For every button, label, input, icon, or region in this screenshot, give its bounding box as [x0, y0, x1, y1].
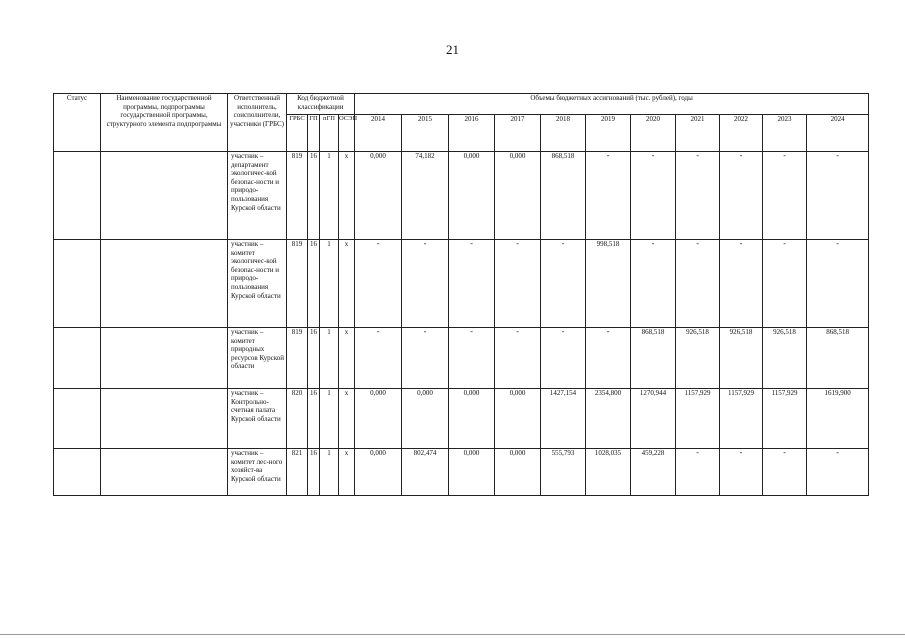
value-cell: -: [631, 240, 676, 328]
value-cell: -: [449, 240, 495, 328]
code-cell: 16: [308, 152, 320, 240]
executor-header: Ответственный исполнитель, соисполнители, участники (ГРБС): [228, 94, 287, 152]
code-cell: 820: [287, 389, 308, 449]
value-cell: 74,182: [402, 152, 449, 240]
code-cell: 1: [320, 389, 339, 449]
value-cell: 1157,929: [763, 389, 807, 449]
code-cell: 16: [308, 240, 320, 328]
code-cell: 1: [320, 449, 339, 496]
value-cell: 998,518: [586, 240, 631, 328]
value-cell: 926,518: [763, 328, 807, 389]
value-cell: 0,000: [449, 152, 495, 240]
status-header: Статус: [54, 94, 101, 152]
value-cell: 2354,800: [586, 389, 631, 449]
value-cell: -: [676, 152, 720, 240]
value-cell: 868,518: [807, 328, 869, 389]
value-cell: -: [720, 449, 763, 496]
value-cell: -: [495, 328, 541, 389]
code-cell: 1: [320, 328, 339, 389]
value-cell: 0,000: [355, 389, 402, 449]
value-cell: 1427,154: [541, 389, 586, 449]
table-row: [54, 389, 869, 449]
value-cell: -: [763, 152, 807, 240]
budget-table: [53, 93, 869, 496]
value-cell: -: [402, 240, 449, 328]
value-cell: -: [763, 449, 807, 496]
value-cell: -: [807, 240, 869, 328]
table-row: [54, 449, 869, 496]
value-cell: 0,000: [355, 152, 402, 240]
value-cell: -: [763, 240, 807, 328]
table-row: [54, 152, 869, 240]
value-cell: 459,228: [631, 449, 676, 496]
value-cell: -: [586, 328, 631, 389]
year-header: 2023: [763, 115, 807, 152]
code-cell: 819: [287, 152, 308, 240]
year-header: 2018: [541, 115, 586, 152]
name-cell: [101, 449, 228, 496]
value-cell: 926,518: [720, 328, 763, 389]
year-header: 2016: [449, 115, 495, 152]
name-header: Наименование государственной программы, подпрограммы государственной программы, структурного элемента подпрограммы: [101, 94, 228, 152]
value-cell: -: [449, 328, 495, 389]
code-header: пГП: [320, 115, 339, 152]
code-cell: х: [339, 449, 355, 496]
value-cell: -: [676, 240, 720, 328]
value-cell: -: [541, 240, 586, 328]
year-header: 2021: [676, 115, 720, 152]
value-cell: 555,793: [541, 449, 586, 496]
code-cell: 1: [320, 152, 339, 240]
value-cell: 1157,929: [676, 389, 720, 449]
value-cell: 926,518: [676, 328, 720, 389]
value-cell: -: [720, 240, 763, 328]
value-cell: -: [586, 152, 631, 240]
code-cell: 821: [287, 449, 308, 496]
table-row: [54, 240, 869, 328]
executor-cell: участник – комитет лес-ного хозяйст-ва Курской области: [228, 449, 287, 496]
value-cell: -: [631, 152, 676, 240]
value-cell: -: [402, 328, 449, 389]
code-cell: х: [339, 389, 355, 449]
name-cell: [101, 152, 228, 240]
volumes-header: Объемы бюджетных ассигнований (тыс. рублей), годы: [355, 94, 869, 115]
value-cell: 0,000: [495, 389, 541, 449]
table-header: [54, 94, 869, 152]
status-cell: [54, 389, 101, 449]
code-cell: 819: [287, 328, 308, 389]
value-cell: -: [495, 240, 541, 328]
code-group-header: Код бюджетной классификации: [287, 94, 355, 115]
value-cell: 0,000: [355, 449, 402, 496]
value-cell: 1270,944: [631, 389, 676, 449]
code-cell: х: [339, 152, 355, 240]
page-bottom-border: [0, 634, 905, 635]
value-cell: -: [807, 152, 869, 240]
value-cell: 0,000: [449, 449, 495, 496]
value-cell: 1619,900: [807, 389, 869, 449]
table-body: [54, 152, 869, 496]
year-header: 2024: [807, 115, 869, 152]
value-cell: 0,000: [495, 449, 541, 496]
value-cell: -: [807, 449, 869, 496]
value-cell: 868,518: [631, 328, 676, 389]
year-header: 2019: [586, 115, 631, 152]
table-row: [54, 328, 869, 389]
code-cell: 16: [308, 449, 320, 496]
name-cell: [101, 389, 228, 449]
year-header: 2015: [402, 115, 449, 152]
status-cell: [54, 152, 101, 240]
executor-cell: участник – комитет природных ресурсов Курской области: [228, 328, 287, 389]
value-cell: 0,000: [449, 389, 495, 449]
name-cell: [101, 328, 228, 389]
code-header: ГРБС: [287, 115, 308, 152]
status-cell: [54, 328, 101, 389]
value-cell: -: [676, 449, 720, 496]
year-header: 2020: [631, 115, 676, 152]
code-header: ГП: [308, 115, 320, 152]
executor-cell: участник – комитет экологичес-кой безопас-ности и природо-пользования Курской области: [228, 240, 287, 328]
executor-cell: участник – Контрольно-счетная палата Курской области: [228, 389, 287, 449]
value-cell: 1157,929: [720, 389, 763, 449]
executor-cell: участник – департамент экологичес-кой безопас-ности и природо-пользования Курской области: [228, 152, 287, 240]
code-cell: х: [339, 240, 355, 328]
status-cell: [54, 449, 101, 496]
value-cell: -: [355, 240, 402, 328]
value-cell: 868,518: [541, 152, 586, 240]
value-cell: -: [541, 328, 586, 389]
status-cell: [54, 240, 101, 328]
code-header: ОСЭП: [339, 115, 355, 152]
value-cell: -: [720, 152, 763, 240]
value-cell: 0,000: [402, 389, 449, 449]
year-header: 2014: [355, 115, 402, 152]
code-cell: 819: [287, 240, 308, 328]
value-cell: 1028,035: [586, 449, 631, 496]
code-cell: 16: [308, 328, 320, 389]
name-cell: [101, 240, 228, 328]
page-number: 21: [446, 42, 459, 57]
code-cell: 1: [320, 240, 339, 328]
value-cell: 802,474: [402, 449, 449, 496]
code-cell: х: [339, 328, 355, 389]
year-header: 2022: [720, 115, 763, 152]
code-cell: 16: [308, 389, 320, 449]
year-header: 2017: [495, 115, 541, 152]
value-cell: -: [355, 328, 402, 389]
value-cell: 0,000: [495, 152, 541, 240]
